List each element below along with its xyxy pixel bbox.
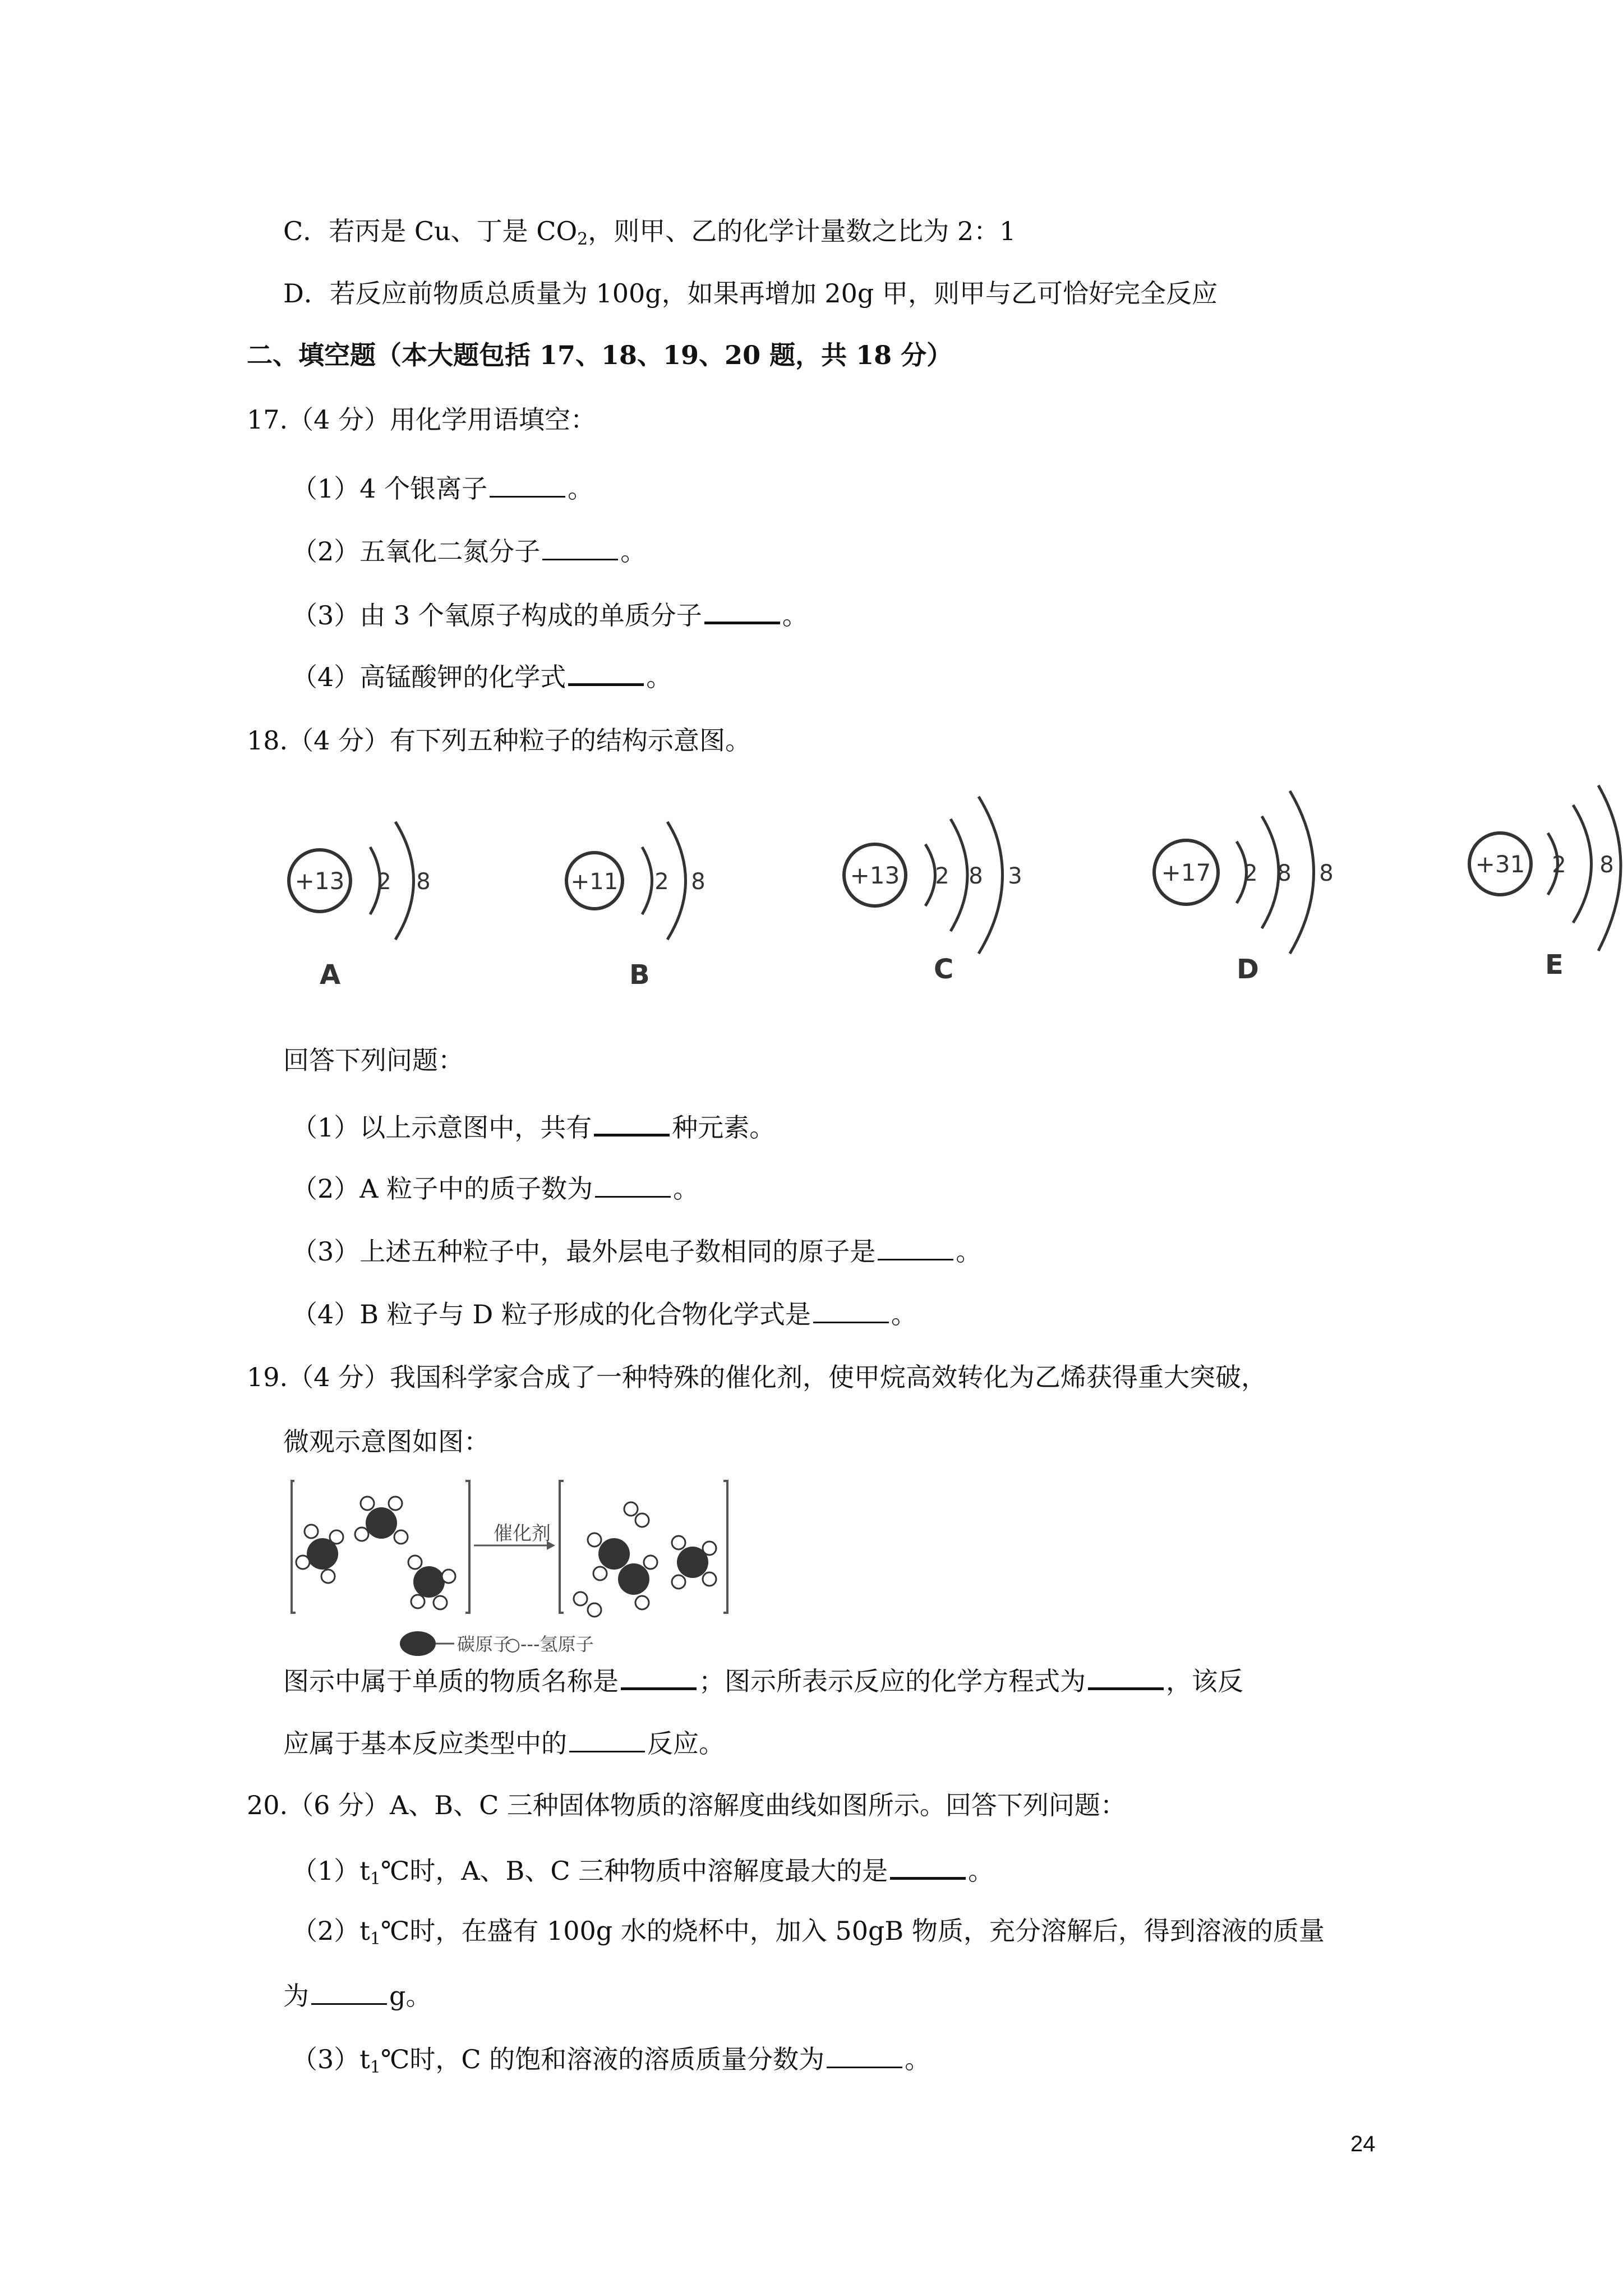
methane-to-ethylene-figure	[289, 1478, 794, 1665]
q17-item-1: （1）4 个银离子 。	[292, 470, 593, 505]
atom-diagram-a	[283, 811, 451, 953]
diagram-label-e: E	[1545, 949, 1564, 981]
answer-blank[interactable]	[878, 1233, 953, 1260]
q17-stem: 17.（4 分）用化学用语填空：	[247, 404, 597, 435]
catalyst-label: 催化剂	[494, 1522, 551, 1545]
nucleus-label: +13	[294, 867, 345, 895]
q18-item-3: （3）上述五种粒子中，最外层电子数相同的原子是 。	[292, 1233, 981, 1268]
answer-blank[interactable]	[490, 470, 565, 498]
q17-item-2: （2）五氧化二氮分子 。	[292, 533, 646, 568]
shell-count: 8	[416, 869, 431, 895]
q18-item-4: （4）B 粒子与 D 粒子形成的化合物化学式是 。	[292, 1296, 917, 1331]
electron-shell	[1262, 816, 1279, 928]
shell-count: 2	[1243, 861, 1258, 886]
answer-blank[interactable]	[569, 1725, 645, 1752]
option-d: D．若反应前物质总质量为 100g，如果再增加 20g 甲，则甲与乙可恰好完全反应	[283, 278, 1218, 309]
section-title: 二、填空题（本大题包括 17、18、19、20 题，共 18 分）	[247, 340, 953, 370]
atom-diagram-b	[561, 811, 729, 953]
electron-shell	[395, 822, 414, 940]
q19-line-2: 应属于基本反应类型中的 反应。	[283, 1725, 725, 1760]
reaction-micro-diagram	[289, 1478, 794, 1663]
atom-diagram-e	[1458, 783, 1621, 964]
q20-item-1: $(1)t_1℃$时，A、B、C 三种物质中溶解度最大的是 。	[292, 1851, 994, 1896]
hydrogen-molecule	[574, 1592, 601, 1617]
methane-molecule	[296, 1525, 343, 1583]
option-c: C．若丙是 Cu、丁是 $CO_2$，则甲、乙的化学计量数之比为 2：1	[283, 216, 1016, 249]
electron-shell	[667, 822, 686, 940]
atom-diagram-c	[836, 791, 1038, 961]
shell-count: 3	[1008, 863, 1022, 889]
q20-stem: 20.（6 分）A、B、C 三种固体物质的溶解度曲线如图所示。回答下列问题：	[247, 1790, 1126, 1820]
hydrogen-molecule	[624, 1502, 649, 1527]
bracket-right-close	[723, 1481, 727, 1613]
nucleus-label: +17	[1161, 859, 1211, 886]
q19-stem: 19.（4 分）我国科学家合成了一种特殊的催化剂，使甲烷高效转化为乙烯获得重大突破，	[247, 1362, 1267, 1392]
answer-blank[interactable]	[827, 2041, 902, 2068]
page-number: 24	[1350, 2132, 1376, 2156]
answer-blank[interactable]	[542, 533, 618, 560]
methane-molecule	[672, 1536, 716, 1589]
shell-count: 2	[935, 863, 949, 889]
q19-stem-continued: 微观示意图如图：	[283, 1427, 490, 1457]
methane-molecule	[355, 1497, 408, 1544]
answer-blank[interactable]	[704, 596, 780, 624]
q20-item-2: $(2)t_1℃$时，在盛有 100g 水的烧杯中，加入 50gB 物质，充分溶解后，得到溶液的质量	[292, 1916, 1325, 1949]
shell-count: 2	[1552, 852, 1566, 878]
nucleus-label: +31	[1475, 850, 1525, 878]
atom-diagram-e-svg	[1458, 783, 1621, 962]
electron-shell	[1573, 805, 1592, 923]
atom-diagram-d-svg	[1144, 785, 1346, 959]
diagram-label-a: A	[320, 959, 341, 991]
answer-blank[interactable]	[890, 1851, 966, 1880]
shell-count: 8	[1599, 852, 1614, 878]
electron-shell	[951, 819, 967, 931]
shell-count: 8	[969, 863, 983, 889]
diagram-label-b: B	[629, 959, 650, 991]
shell-count: 8	[691, 869, 706, 895]
answer-blank[interactable]	[813, 1296, 889, 1323]
shell-count: 2	[654, 869, 669, 895]
q18-item-2: （2）A 粒子中的质子数为 。	[292, 1170, 699, 1205]
electron-shell	[642, 847, 652, 914]
electron-shell	[1290, 791, 1314, 954]
q18-prompt: 回答下列问题：	[283, 1045, 464, 1075]
q17-item-4: （4）高锰酸钾的化学式 。	[292, 657, 672, 694]
electron-shell	[925, 844, 935, 906]
q20-item-3: $(3)t_1℃$时，C 的饱和溶液的溶质质量分数为 。	[292, 2041, 930, 2085]
answer-blank[interactable]	[594, 1108, 670, 1137]
q18-item-1: （1）以上示意图中，共有 种元素。	[292, 1108, 775, 1144]
atom-diagram-a-svg	[283, 811, 451, 951]
q18-stem: 18.（4 分）有下列五种粒子的结构示意图。	[247, 725, 751, 756]
hydrogen-legend-label: ○---氢原子	[505, 1634, 594, 1655]
atom-diagram-b-svg	[561, 811, 729, 951]
bracket-right-open	[560, 1481, 564, 1613]
bracket-left-open	[292, 1481, 296, 1613]
atom-diagram-d	[1144, 785, 1346, 961]
answer-blank[interactable]	[595, 1170, 671, 1198]
q20-item-2-continued: 为 g。	[283, 1977, 431, 2013]
methane-molecule	[408, 1556, 455, 1609]
ethylene-molecule	[588, 1533, 657, 1609]
answer-blank[interactable]	[1088, 1662, 1164, 1690]
diagram-label-d: D	[1237, 954, 1259, 985]
shell-count: 8	[1319, 861, 1334, 886]
carbon-legend-label: 碳原子	[457, 1634, 511, 1655]
answer-blank[interactable]	[311, 1977, 387, 2005]
shell-count: 2	[377, 869, 391, 895]
q17-item-3: （3）由 3 个氧原子构成的单质分子 。	[292, 596, 808, 632]
bracket-left-close	[465, 1481, 469, 1613]
carbon-legend-swatch	[400, 1631, 436, 1656]
diagram-label-c: C	[934, 954, 954, 985]
atom-diagram-c-svg	[836, 791, 1038, 959]
answer-blank[interactable]	[621, 1662, 697, 1690]
shell-count: 8	[1277, 861, 1292, 886]
q19-line-1: 图示中属于单质的物质名称是 ；图示所表示反应的化学方程式为 ，该反	[283, 1662, 1243, 1698]
answer-blank[interactable]	[568, 657, 644, 686]
nucleus-label: +11	[570, 869, 619, 895]
nucleus-label: +13	[850, 862, 900, 889]
